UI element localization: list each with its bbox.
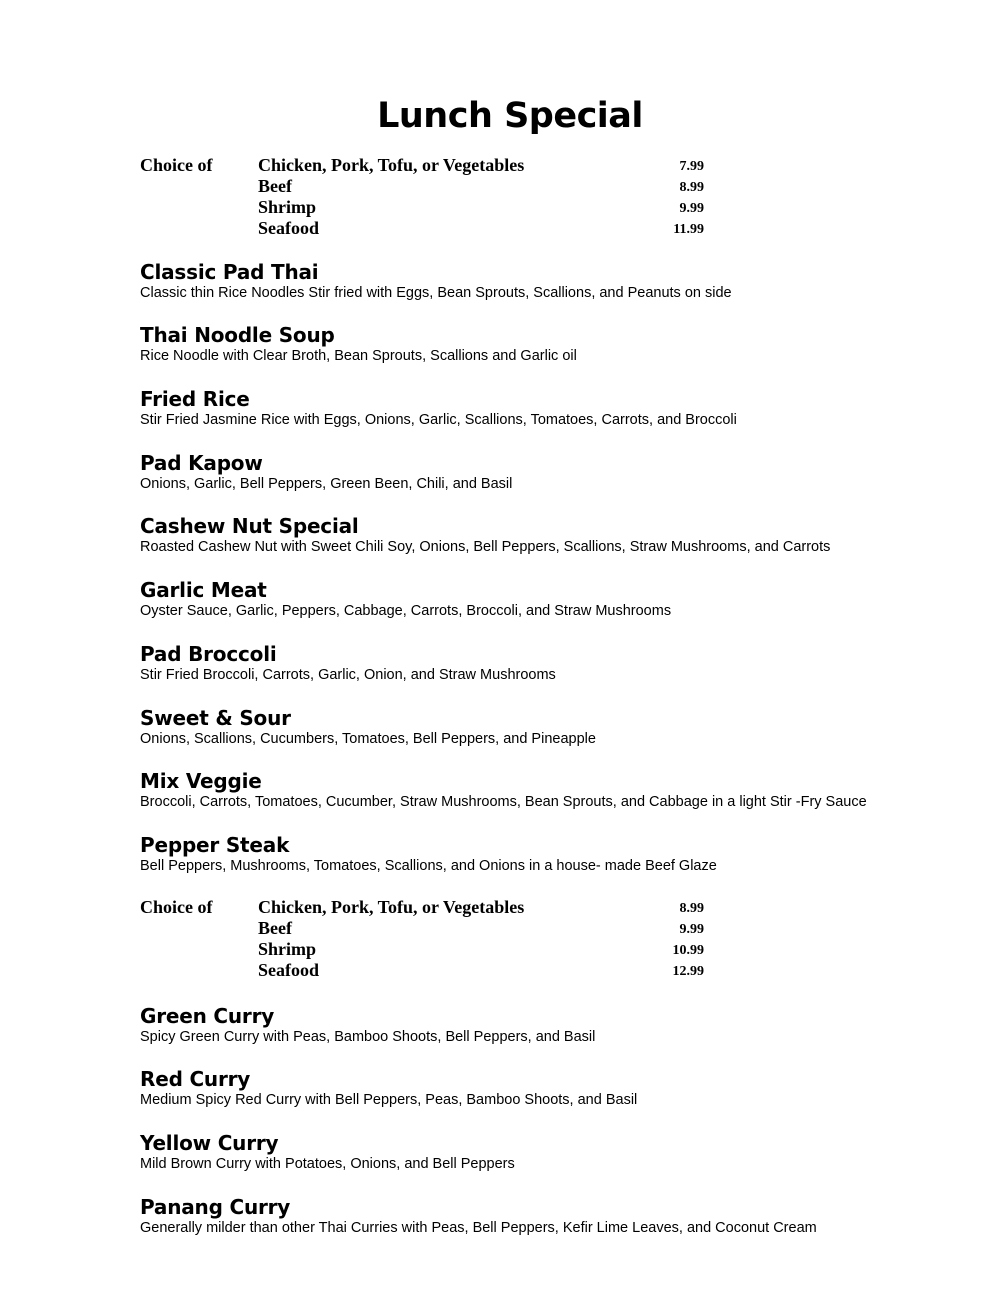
choice-option-name: Chicken, Pork, Tofu, or Vegetables bbox=[258, 155, 525, 175]
menu-item-description: Rice Noodle with Clear Broth, Bean Sprouts, Scallions and Garlic oil bbox=[140, 348, 577, 364]
choice-option-price: 9.99 bbox=[679, 201, 704, 216]
choice-option-price: 8.99 bbox=[679, 901, 704, 916]
choice-option bbox=[258, 918, 704, 939]
menu-item-description: Generally milder than other Thai Curries with Peas, Bell Peppers, Kefir Lime Leaves, and Coconut Cream bbox=[140, 1220, 817, 1236]
choice-option-name: Beef bbox=[258, 918, 292, 938]
choice-option-price: 8.99 bbox=[679, 180, 704, 195]
menu-item-description: Broccoli, Carrots, Tomatoes, Cucumber, Straw Mushrooms, Bean Sprouts, and Cabbage in a light Stir -Fry Sauce bbox=[140, 794, 867, 810]
menu-title: Lunch Special bbox=[377, 96, 643, 136]
menu-item bbox=[140, 833, 980, 875]
menu-item-description: Stir Fried Jasmine Rice with Eggs, Onions, Garlic, Scallions, Tomatoes, Carrots, and Broccoli bbox=[140, 412, 737, 428]
choice-label: Choice of bbox=[140, 155, 213, 175]
menu-item bbox=[140, 1004, 980, 1046]
choice-option-price: 9.99 bbox=[679, 922, 704, 937]
menu-item-name: Mix Veggie bbox=[140, 769, 262, 793]
choice-option-name: Seafood bbox=[258, 960, 320, 980]
menu-item bbox=[140, 1067, 980, 1109]
choice-option bbox=[258, 939, 704, 960]
menu-item-name: Yellow Curry bbox=[140, 1131, 279, 1155]
menu-item-description: Onions, Scallions, Cucumbers, Tomatoes, Bell Peppers, and Pineapple bbox=[140, 731, 596, 747]
menu-item-description: Roasted Cashew Nut with Sweet Chili Soy, Onions, Bell Peppers, Scallions, Straw Mushrooms, and Carrots bbox=[140, 539, 831, 555]
menu-item-name: Fried Rice bbox=[140, 387, 250, 411]
choice-label: Choice of bbox=[140, 897, 213, 917]
choice-option-price: 7.99 bbox=[679, 159, 704, 174]
menu-item bbox=[140, 1131, 980, 1173]
menu-item-name: Cashew Nut Special bbox=[140, 514, 359, 538]
choice-option-price: 10.99 bbox=[672, 943, 704, 958]
menu-item-description: Classic thin Rice Noodles Stir fried with Eggs, Bean Sprouts, Scallions, and Peanuts on side bbox=[140, 285, 732, 301]
choice-option bbox=[258, 960, 704, 981]
menu-item-name: Garlic Meat bbox=[140, 578, 267, 602]
menu-item bbox=[140, 769, 980, 811]
choice-option bbox=[258, 176, 704, 197]
choice-price-block bbox=[140, 155, 720, 239]
menu-item bbox=[140, 387, 980, 429]
menu-item bbox=[140, 578, 980, 620]
menu-item-description: Onions, Garlic, Bell Peppers, Green Been, Chili, and Basil bbox=[140, 476, 513, 492]
menu-item bbox=[140, 1195, 980, 1237]
menu-item-description: Medium Spicy Red Curry with Bell Peppers, Peas, Bamboo Shoots, and Basil bbox=[140, 1092, 638, 1108]
menu-item-name: Sweet & Sour bbox=[140, 706, 291, 730]
choice-option bbox=[258, 155, 704, 176]
menu-item-name: Thai Noodle Soup bbox=[140, 323, 335, 347]
menu-item-name: Green Curry bbox=[140, 1004, 275, 1028]
choice-option-price: 11.99 bbox=[673, 222, 704, 237]
menu-item bbox=[140, 706, 980, 748]
choice-price-block bbox=[140, 897, 720, 981]
menu-item-description: Oyster Sauce, Garlic, Peppers, Cabbage, Carrots, Broccoli, and Straw Mushrooms bbox=[140, 603, 672, 619]
choice-option bbox=[258, 218, 704, 239]
menu-item-name: Pepper Steak bbox=[140, 833, 290, 857]
choice-option-name: Shrimp bbox=[258, 197, 317, 217]
menu-item-description: Mild Brown Curry with Potatoes, Onions, and Bell Peppers bbox=[140, 1156, 515, 1172]
menu-item bbox=[140, 260, 980, 302]
menu-item-description: Bell Peppers, Mushrooms, Tomatoes, Scallions, and Onions in a house- made Beef Glaze bbox=[140, 858, 717, 874]
choice-option-price: 12.99 bbox=[672, 964, 704, 979]
menu-item bbox=[140, 323, 980, 365]
choice-option-name: Chicken, Pork, Tofu, or Vegetables bbox=[258, 897, 525, 917]
choice-option bbox=[258, 197, 704, 218]
choice-option-name: Seafood bbox=[258, 218, 320, 238]
choice-option bbox=[258, 897, 704, 918]
menu-item bbox=[140, 642, 980, 684]
menu-item-name: Pad Broccoli bbox=[140, 642, 277, 666]
menu-item-name: Panang Curry bbox=[140, 1195, 291, 1219]
choice-option-name: Beef bbox=[258, 176, 292, 196]
menu-item-name: Classic Pad Thai bbox=[140, 260, 319, 284]
menu-item bbox=[140, 451, 980, 493]
menu-item-name: Pad Kapow bbox=[140, 451, 263, 475]
menu-item bbox=[140, 514, 980, 556]
choice-option-name: Shrimp bbox=[258, 939, 317, 959]
menu-item-description: Spicy Green Curry with Peas, Bamboo Shoots, Bell Peppers, and Basil bbox=[140, 1029, 596, 1045]
menu-item-description: Stir Fried Broccoli, Carrots, Garlic, Onion, and Straw Mushrooms bbox=[140, 667, 556, 683]
menu-item-name: Red Curry bbox=[140, 1067, 251, 1091]
